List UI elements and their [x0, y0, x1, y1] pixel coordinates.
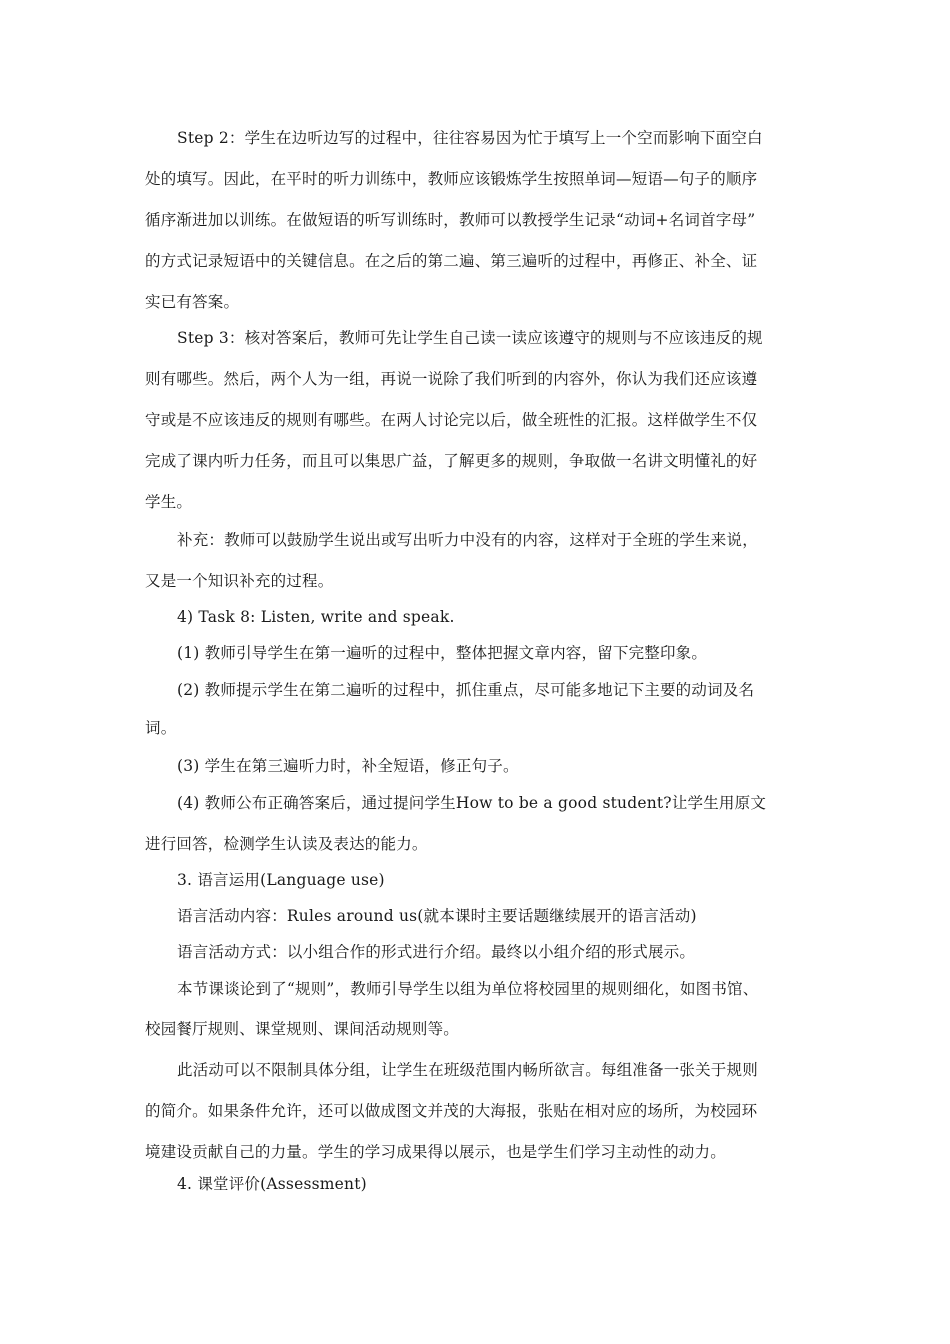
paragraph-line: 境建设贡献自己的力量。学生的学习成果得以展示，也是学生们学习主动性的动力。	[145, 1143, 726, 1161]
paragraph-line: 学生。	[145, 493, 193, 511]
list-item: (4) 教师公布正确答案后，通过提问学生How to be a good student?让学生用原文	[177, 794, 767, 812]
list-item: (2) 教师提示学生在第二遍听的过程中，抓住重点，尽可能多地记下主要的动词及名	[177, 681, 755, 699]
paragraph-line: 循序渐进加以训练。在做短语的听写训练时，教师可以教授学生记录“动词+名词首字母”	[145, 211, 756, 229]
paragraph-line: 实已有答案。	[145, 293, 240, 311]
paragraph-line: Step 2：学生在边听边写的过程中，往往容易因为忙于填写上一个空而影响下面空白	[177, 129, 763, 147]
paragraph-line: Step 3：核对答案后，教师可先让学生自己读一读应该遵守的规则与不应该违反的规	[177, 329, 763, 347]
section-heading: 3. 语言运用(Language use)	[177, 871, 385, 889]
section-heading: 4. 课堂评价(Assessment)	[177, 1175, 367, 1193]
paragraph-line: 补充：教师可以鼓励学生说出或写出听力中没有的内容，这样对于全班的学生来说，	[177, 531, 758, 549]
list-item-continuation: 词。	[145, 719, 177, 737]
section-heading: 4) Task 8: Listen, write and speak.	[177, 608, 455, 626]
paragraph-line: 的简介。如果条件允许，还可以做成图文并茂的大海报，张贴在相对应的场所，为校园环	[145, 1102, 758, 1120]
list-item: (1) 教师引导学生在第一遍听的过程中，整体把握文章内容，留下完整印象。	[177, 644, 708, 662]
paragraph-line: 语言活动内容：Rules around us(就本课时主要话题继续展开的语言活动)	[177, 907, 697, 925]
paragraph-line: 校园餐厅规则、课堂规则、课间活动规则等。	[145, 1020, 460, 1038]
paragraph-line: 语言活动方式：以小组合作的形式进行介绍。最终以小组介绍的形式展示。	[177, 943, 696, 961]
paragraph-line: 又是一个知识补充的过程。	[145, 572, 334, 590]
paragraph-line: 本节课谈论到了“规则”，教师引导学生以组为单位将校园里的规则细化，如图书馆、	[177, 980, 759, 998]
paragraph-line: 的方式记录短语中的关键信息。在之后的第二遍、第三遍听的过程中，再修正、补全、证	[145, 252, 758, 270]
paragraph-line: 处的填写。因此，在平时的听力训练中，教师应该锻炼学生按照单词—短语—句子的顺序	[145, 170, 758, 188]
paragraph-line: 此活动可以不限制具体分组，让学生在班级范围内畅所欲言。每组准备一张关于规则	[177, 1061, 758, 1079]
list-item-continuation: 进行回答，检测学生认读及表达的能力。	[145, 835, 428, 853]
paragraph-line: 完成了课内听力任务，而且可以集思广益，了解更多的规则，争取做一名讲文明懂礼的好	[145, 452, 758, 470]
paragraph-line: 守或是不应该违反的规则有哪些。在两人讨论完以后，做全班性的汇报。这样做学生不仅	[145, 411, 758, 429]
list-item: (3) 学生在第三遍听力时，补全短语，修正句子。	[177, 757, 519, 775]
paragraph-line: 则有哪些。然后，两个人为一组，再说一说除了我们听到的内容外，你认为我们还应该遵	[145, 370, 758, 388]
